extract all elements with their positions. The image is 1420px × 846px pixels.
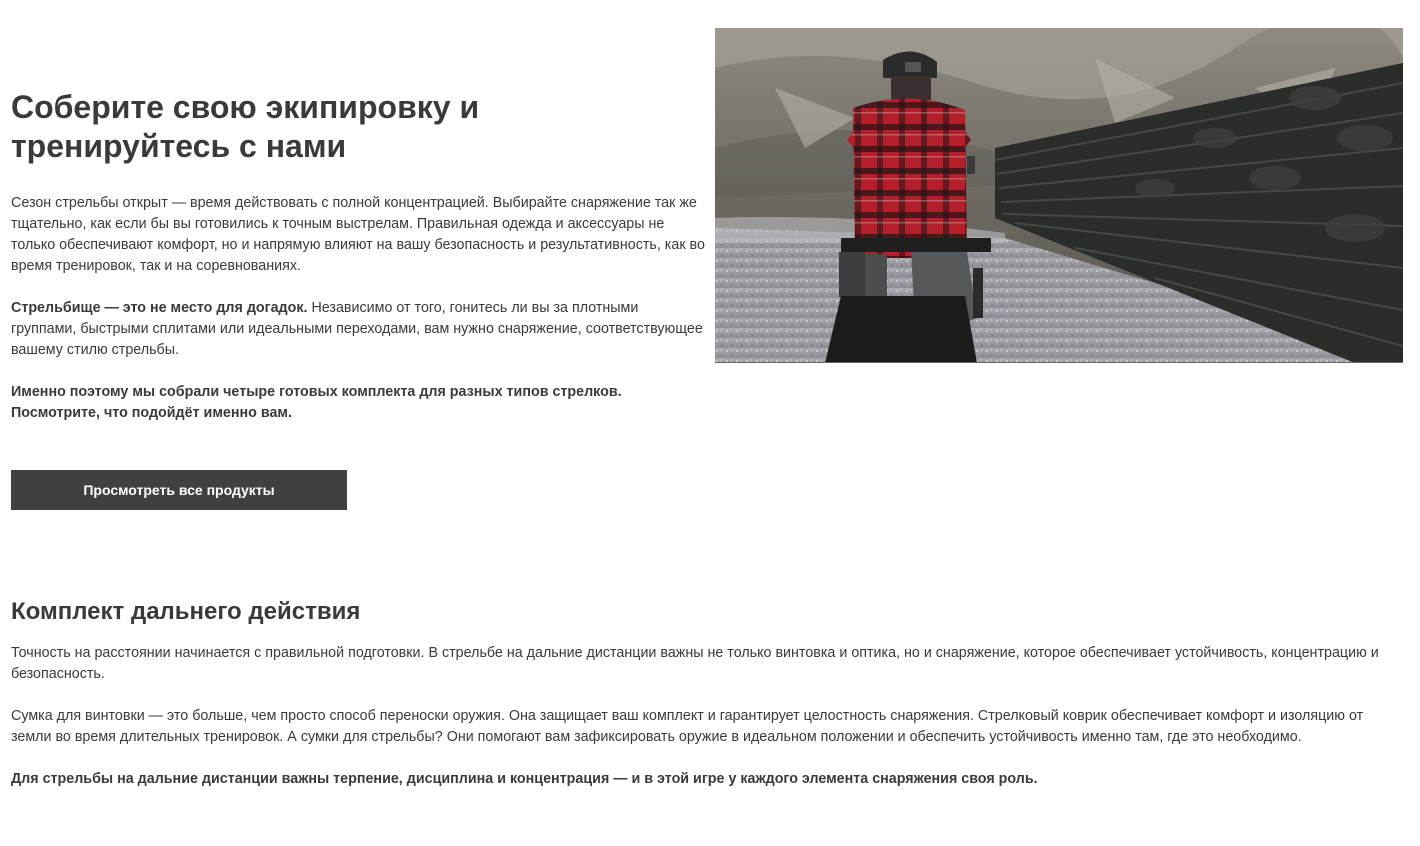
hero-paragraph-2 [11,298,706,361]
hero-paragraph-3: Именно поэтому мы собрали четыре готовых комплекта для разных типов стрелков. Посмотрите, что подойдёт именно вам. [11,384,622,421]
kit-paragraph-1: Точность на расстоянии начинается с правильной подготовки. В стрельбе на дальние дистанции важны не только винтовка и оптика, но и снаряжение, которое обеспечивает устойчивость, концентрацию и безопасность. [11,645,1379,682]
target-icon [967,156,975,174]
hero-paragraph-1: Сезон стрельбы открыт — время действовать с полной концентрацией. Выбирайте снаряжение так же тщательно, как если бы вы готовились к точным выстрелам. Правильная одежда и аксессуары не только обеспечивают комфорт, но и напрямую влияют на вашу безопасность и результативность, как во время тренировок, так и на соревнованиях. [11,195,705,274]
long-range-kit-section [11,596,1406,790]
hero-text-block [11,88,706,424]
hero-title: Соберите свою экипировку и тренируйтесь с нами [11,89,480,164]
hero-paragraph-2-rest: Независимо от того, гонитесь ли вы за плотными группами, быстрыми сплитами или идеальными переходами, вам нужно снаряжение, соответствующее вашему стилю стрельбы. [11,300,703,358]
kit-title: Комплект дальнего действия [11,598,361,625]
kit-paragraph-3: Для стрельбы на дальние дистанции важны терпение, дисциплина и концентрация — и в этой игре у каждого элемента снаряжения своя роль. [11,771,1038,787]
hero-paragraph-2-lead: Стрельбище — это не место для догадок. [11,300,308,316]
hero-photo [715,28,1403,363]
view-all-products-button[interactable]: Просмотреть все продукты [11,470,347,510]
kit-paragraph-2: Сумка для винтовки — это больше, чем просто способ переноски оружия. Она защищает ваш комплект и гарантирует целостность снаряжения. Стрелковый коврик обеспечивает комфорт и изоляцию от земли во время длительных тренировок. А сумки для стрельбы? Они помогают вам зафиксировать оружие в идеальном положении и обеспечить устойчивость именно там, где это необходимо. [11,708,1364,745]
